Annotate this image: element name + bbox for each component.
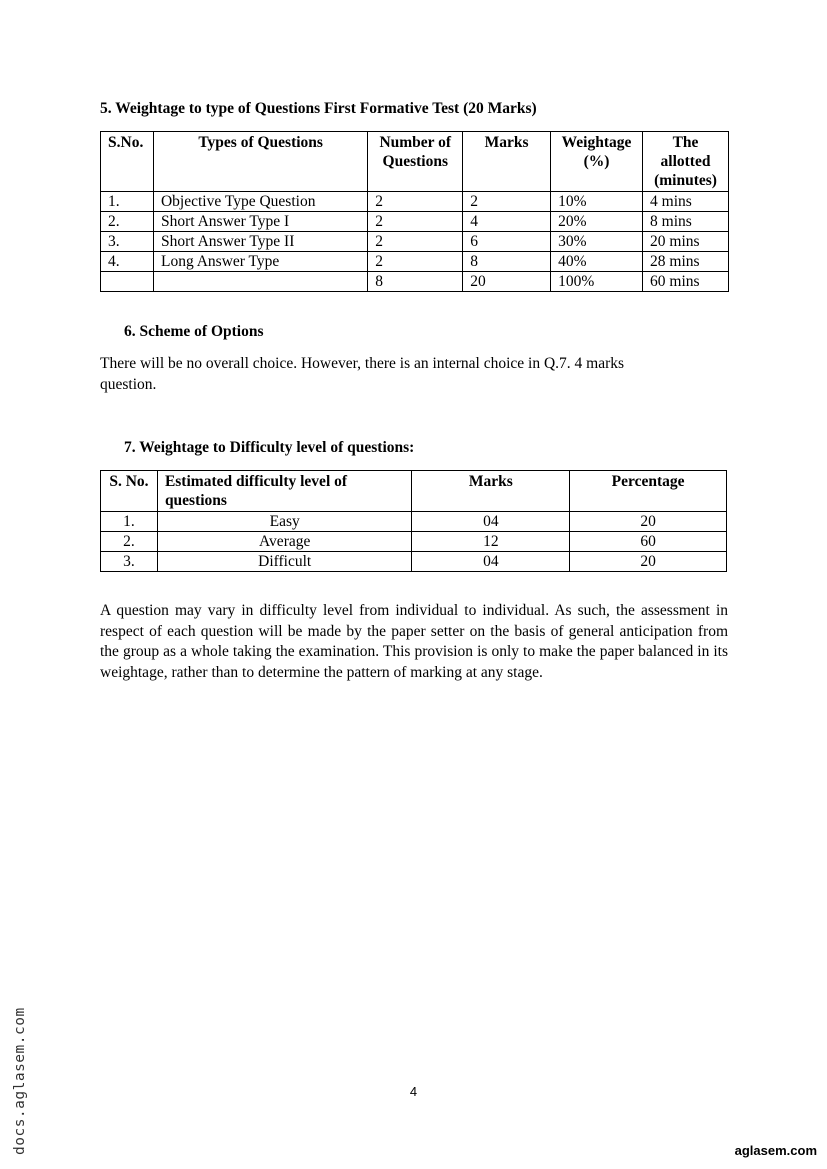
question-type-weightage-table [100,131,729,292]
cell-number: 2 [368,252,463,272]
cell-time: 20 mins [643,232,729,252]
note-line-3: from the group as a whole taking the examination. This provision is only to make the paper [100,622,729,660]
table-header-row [101,471,727,512]
table-row [101,232,729,252]
cell-time: 8 mins [643,212,729,232]
cell-time: 28 mins [643,252,729,272]
header-allotted [643,132,729,192]
cell-sno: 4. [101,252,154,272]
cell-time: 4 mins [643,192,729,212]
cell-weightage: 20% [551,212,643,232]
scheme-of-options-text [100,354,728,395]
cell-sno: 1. [101,192,154,212]
cell-type: Short Answer Type II [153,232,367,252]
cell-number: 2 [368,212,463,232]
cell-total-time: 60 mins [643,272,729,292]
difficulty-weightage-table [100,470,727,572]
cell-level: Easy [157,512,412,532]
note-line-1: A question may vary in difficulty level from individual to individual. As such, the assessment [100,602,710,619]
header-difficulty [157,471,412,512]
cell-total-weightage: 100% [551,272,643,292]
cell-type [153,272,367,292]
header-weightage [551,132,643,192]
cell-marks: 4 [463,212,551,232]
difficulty-note [100,601,728,683]
header-sno: S. No. [101,471,158,512]
cell-sno: 3. [101,232,154,252]
header-allotted-line3: (minutes) [654,172,717,189]
cell-sno: 1. [101,512,158,532]
cell-type: Objective Type Question [153,192,367,212]
cell-level: Difficult [157,552,412,572]
brand-label[interactable]: aglasem.com [734,1143,817,1158]
side-watermark: docs.aglasem.com [12,1007,28,1155]
header-marks: Marks [412,471,570,512]
scheme-line-2: question. [100,375,157,393]
cell-number: 2 [368,192,463,212]
cell-sno: 2. [101,532,158,552]
section-5-title: 5. Weightage to type of Questions First Formative Test (20 Marks) [100,100,537,117]
header-allotted-line1: The [672,134,699,151]
header-difficulty-line2: questions [164,492,227,509]
cell-percentage: 60 [570,532,727,552]
header-number-line1: Number of [379,134,452,151]
cell-percentage: 20 [570,512,727,532]
cell-weightage: 30% [551,232,643,252]
cell-marks: 04 [412,512,570,532]
header-number [368,132,463,192]
cell-level: Average [157,532,412,552]
cell-marks: 04 [412,552,570,572]
header-weightage-line1: Weightage [561,134,632,151]
table-row [101,192,729,212]
note-line-2: in respect of each question will be made by the paper setter on the basis of general anticipation [100,602,728,640]
section-7-title: 7. Weightage to Difficulty level of questions: [124,439,415,456]
page-number: 4 [409,1084,418,1099]
header-difficulty-line1: Estimated difficulty level of [164,473,348,490]
table-row [101,252,729,272]
cell-percentage: 20 [570,552,727,572]
header-sno: S.No. [101,132,154,192]
cell-marks: 12 [412,532,570,552]
total-row [101,272,729,292]
table-row [101,512,727,532]
section-6-title: 6. Scheme of Options [124,323,264,340]
cell-sno: 2. [101,212,154,232]
cell-total-marks: 20 [463,272,551,292]
table-row [101,532,727,552]
header-types: Types of Questions [153,132,367,192]
cell-type: Short Answer Type I [153,212,367,232]
cell-marks: 6 [463,232,551,252]
cell-number: 2 [368,232,463,252]
cell-sno [101,272,154,292]
table-row [101,212,729,232]
note-line-4: balanced in its weightage, rather than to determine the pattern of marking at any stage. [100,643,728,681]
cell-marks: 8 [463,252,551,272]
cell-total-number: 8 [368,272,463,292]
scheme-line-1: There will be no overall choice. However, there is an internal choice in Q.7. 4 marks [100,355,625,372]
header-percentage: Percentage [570,471,727,512]
cell-weightage: 40% [551,252,643,272]
cell-marks: 2 [463,192,551,212]
header-number-line2: Questions [382,153,448,170]
header-allotted-line2: allotted [660,153,711,170]
cell-sno: 3. [101,552,158,572]
header-marks: Marks [463,132,551,192]
table-header-row [101,132,729,192]
cell-weightage: 10% [551,192,643,212]
table-row [101,552,727,572]
header-weightage-line2: (%) [583,153,610,170]
cell-type: Long Answer Type [153,252,367,272]
